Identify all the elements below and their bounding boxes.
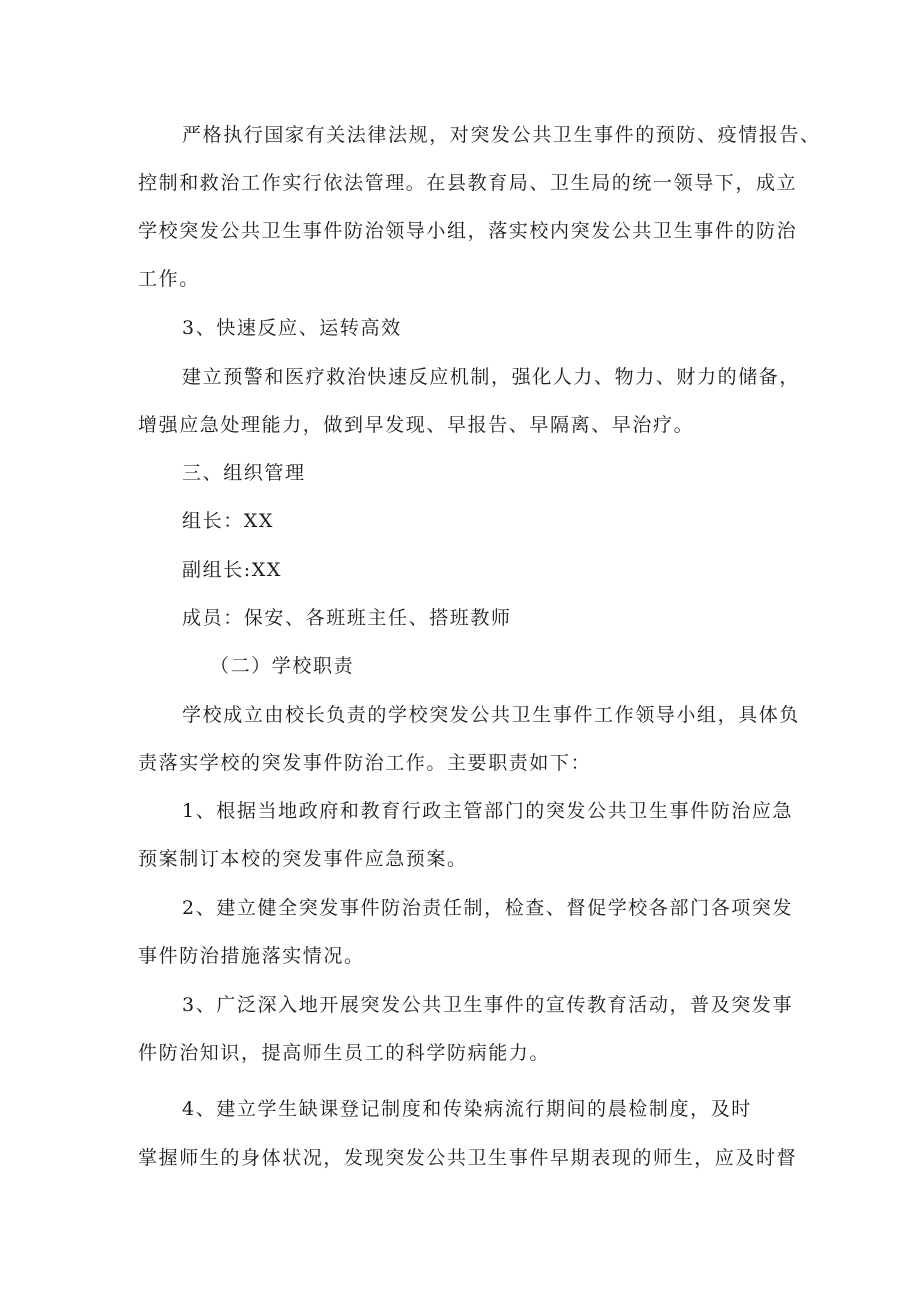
paragraph-line: 责落实学校的突发事件防治工作。主要职责如下：: [138, 752, 592, 774]
paragraph-line: 事件防治措施落实情况。: [138, 945, 365, 967]
section-heading: （二）学校职责: [210, 655, 355, 677]
section-heading: 三、组织管理: [182, 462, 306, 484]
paragraph-line: 3、广泛深入地开展突发公共卫生事件的宣传教育活动，普及突发事: [182, 994, 794, 1016]
paragraph-line: 1、根据当地政府和教育行政主管部门的突发公共卫生事件防治应急: [182, 800, 794, 822]
paragraph-line: 严格执行国家有关法律法规，对突发公共卫生事件的预防、疫情报告、: [182, 124, 821, 146]
paragraph-line: 学校成立由校长负责的学校突发公共卫生事件工作领导小组，具体负: [182, 704, 801, 726]
paragraph-line: 组长：XX: [182, 510, 275, 532]
paragraph-line: 成员：保安、各班班主任、搭班教师: [182, 607, 512, 629]
paragraph-line: 副组长:XX: [182, 559, 283, 581]
paragraph-line: 增强应急处理能力，做到早发现、早报告、早隔离、早治疗。: [138, 414, 695, 436]
paragraph-line: 工作。: [138, 268, 200, 290]
paragraph-line: 掌握师生的身体状况，发现突发公共卫生事件早期表现的师生，应及时督: [138, 1147, 798, 1169]
paragraph-line: 件防治知识，提高师生员工的科学防病能力。: [138, 1042, 551, 1064]
paragraph-line: 4、建立学生缺课登记制度和传染病流行期间的晨检制度，及时: [182, 1098, 752, 1120]
paragraph-line: 2、建立健全突发事件防治责任制，检查、督促学校各部门各项突发: [182, 897, 794, 919]
paragraph-line: 学校突发公共卫生事件防治领导小组，落实校内突发公共卫生事件的防治: [138, 220, 798, 242]
section-heading: 3、快速反应、运转高效: [182, 317, 402, 339]
paragraph-line: 预案制订本校的突发事件应急预案。: [138, 848, 468, 870]
paragraph-line: 控制和救治工作实行依法管理。在县教育局、卫生局的统一领导下，成立: [138, 172, 798, 194]
paragraph-line: 建立预警和医疗救治快速反应机制，强化人力、物力、财力的储备，: [182, 366, 801, 388]
